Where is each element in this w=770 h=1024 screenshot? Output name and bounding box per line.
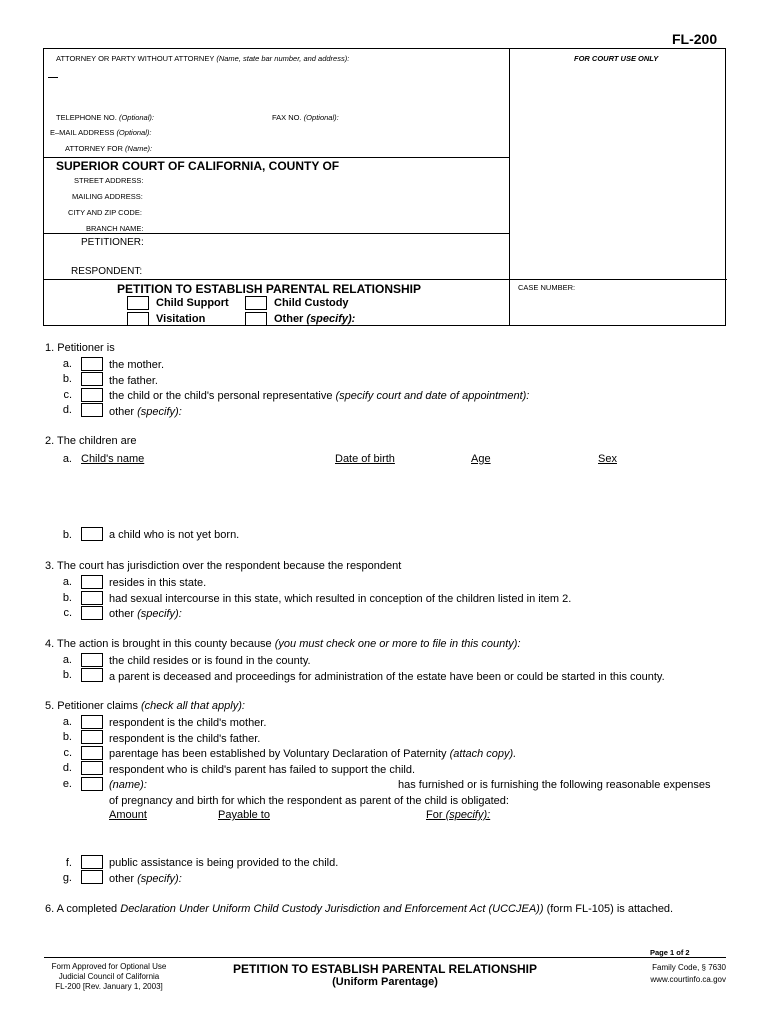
item4a-checkbox[interactable]	[81, 653, 103, 667]
form-number: FL-200	[672, 31, 718, 47]
item5a-checkbox[interactable]	[81, 715, 103, 729]
divider-court	[44, 157, 509, 158]
item5a-text: respondent is the child's mother.	[109, 717, 267, 729]
item5-letter-e: e.	[62, 778, 72, 790]
item5-letter-b: b.	[62, 731, 72, 743]
col-amount: Amount	[109, 809, 147, 821]
col-date-of-birth: Date of birth	[335, 453, 395, 465]
footer-right	[600, 962, 726, 986]
item3-letter-c: c.	[63, 607, 72, 619]
footer-url[interactable]: www.courtinfo.ca.gov	[650, 975, 726, 984]
petitioner-label: PETITIONER:	[81, 237, 144, 248]
item5-letter-a: a.	[62, 716, 72, 728]
item5f-text: public assistance is being provided to the child.	[109, 857, 339, 869]
item2b-checkbox[interactable]	[81, 527, 103, 541]
item5e-text: has furnished or is furnishing the following reasonable expenses	[398, 779, 711, 791]
other-label: Other (specify):	[274, 313, 356, 325]
item4a-text: the child resides or is found in the county.	[109, 655, 311, 667]
divider-parties	[44, 233, 509, 234]
item1d-text: other (specify):	[109, 406, 182, 418]
item3a-checkbox[interactable]	[81, 575, 103, 589]
item5-letter-g: g.	[62, 872, 72, 884]
mailing-address-label: MAILING ADDRESS:	[72, 192, 143, 201]
item3-heading: 3. The court has jurisdiction over the respondent because the respondent	[45, 560, 402, 572]
item5-letter-d: d.	[62, 762, 72, 774]
item5g-checkbox[interactable]	[81, 870, 103, 884]
item4-letter-b: b.	[62, 669, 72, 681]
item5e-name-label: (name):	[109, 779, 147, 791]
footer-council: Judicial Council of California	[58, 972, 160, 981]
item5b-text: respondent is the child's father.	[109, 733, 261, 745]
item4-heading: 4. The action is brought in this county because (you must check one or more to file in this county):	[45, 638, 521, 650]
item3b-checkbox[interactable]	[81, 591, 103, 605]
caption-divider	[509, 49, 510, 325]
fax-label: FAX NO. (Optional):	[272, 113, 339, 122]
item2-letter-a: a.	[62, 453, 72, 465]
item1b-checkbox[interactable]	[81, 372, 103, 386]
caption-box	[43, 48, 726, 326]
child-support-label: Child Support	[156, 297, 229, 309]
item1d-checkbox[interactable]	[81, 403, 103, 417]
item2-letter-b: b.	[62, 529, 72, 541]
footer-left	[44, 962, 174, 992]
item5-heading: 5. Petitioner claims (check all that apply):	[45, 700, 245, 712]
item5c-text: parentage has been established by Voluntary Declaration of Paternity (attach copy).	[109, 748, 517, 760]
item1c-text: the child or the child's personal representative (specify court and date of appointment):	[109, 390, 530, 402]
item5b-checkbox[interactable]	[81, 730, 103, 744]
divider-title	[44, 279, 727, 280]
item5d-checkbox[interactable]	[81, 761, 103, 775]
item1c-checkbox[interactable]	[81, 388, 103, 402]
item3-letter-b: b.	[62, 592, 72, 604]
item5e-text2: of pregnancy and birth for which the respondent as parent of the child is obligated:	[109, 795, 509, 807]
page-number: Page 1 of 2	[650, 948, 690, 957]
item1-letter-b: b.	[62, 373, 72, 385]
item1a-checkbox[interactable]	[81, 357, 103, 371]
col-for: For (specify):	[426, 809, 491, 821]
col-age: Age	[471, 453, 491, 465]
visitation-label: Visitation	[156, 313, 206, 325]
email-label: E–MAIL ADDRESS (Optional):	[50, 128, 152, 137]
item6-text: 6. A completed Declaration Under Uniform Child Custody Jurisdiction and Enforcement Act (UCCJEA)) (form FL-105) is attached.	[45, 903, 674, 915]
item1a-text: the mother.	[109, 359, 165, 371]
item5g-text: other (specify):	[109, 873, 182, 885]
street-address-label: STREET ADDRESS:	[74, 176, 144, 185]
footer-approval: Form Approved for Optional Use	[51, 962, 167, 971]
attorney-entry-mark	[48, 77, 58, 78]
child-custody-checkbox[interactable]	[245, 296, 267, 310]
item2-heading: 2. The children are	[45, 435, 137, 447]
item1b-text: the father.	[109, 375, 158, 387]
item4b-checkbox[interactable]	[81, 668, 103, 682]
item3c-checkbox[interactable]	[81, 606, 103, 620]
item5d-text: respondent who is child's parent has failed to support the child.	[109, 764, 416, 776]
attorney-for-label: ATTORNEY FOR (Name):	[65, 144, 153, 153]
item3a-text: resides in this state.	[109, 577, 207, 589]
item5e-checkbox[interactable]	[81, 777, 103, 791]
footer-code: Family Code, § 7630	[652, 963, 726, 972]
item4-letter-a: a.	[62, 654, 72, 666]
footer-subtitle: (Uniform Parentage)	[332, 976, 438, 988]
item3b-text: had sexual intercourse in this state, which resulted in conception of the children listed in item 2.	[109, 593, 572, 605]
attorney-label: ATTORNEY OR PARTY WITHOUT ATTORNEY (Name, state bar number, and address):	[56, 54, 350, 63]
telephone-label: TELEPHONE NO. (Optional):	[56, 113, 154, 122]
item1-letter-c: c.	[63, 389, 72, 401]
item5-letter-f: f.	[65, 857, 72, 869]
court-use-label: FOR COURT USE ONLY	[574, 54, 659, 63]
child-custody-label: Child Custody	[274, 297, 349, 309]
item5-letter-c: c.	[63, 747, 72, 759]
case-number-label: CASE NUMBER:	[518, 283, 576, 292]
other-checkbox[interactable]	[245, 312, 267, 326]
item1-letter-a: a.	[62, 358, 72, 370]
child-support-checkbox[interactable]	[127, 296, 149, 310]
footer-form-rev: FL-200 [Rev. January 1, 2003]	[55, 982, 163, 991]
item5c-checkbox[interactable]	[81, 746, 103, 760]
col-sex: Sex	[598, 453, 617, 465]
item3-letter-a: a.	[62, 576, 72, 588]
item1-letter-d: d.	[62, 404, 72, 416]
item5f-checkbox[interactable]	[81, 855, 103, 869]
col-childs-name: Child's name	[81, 453, 145, 465]
city-zip-label: CITY AND ZIP CODE:	[68, 208, 142, 217]
item4b-text: a parent is deceased and proceedings for administration of the estate have been or could be started in this county.	[109, 671, 665, 683]
court-title: SUPERIOR COURT OF CALIFORNIA, COUNTY OF	[56, 159, 340, 173]
branch-name-label: BRANCH NAME:	[86, 224, 144, 233]
item2b-text: a child who is not yet born.	[109, 529, 240, 541]
petition-title: PETITION TO ESTABLISH PARENTAL RELATIONSHIP	[117, 282, 422, 296]
visitation-checkbox[interactable]	[127, 312, 149, 326]
item1-heading: 1. Petitioner is	[45, 342, 115, 354]
col-payable-to: Payable to	[218, 809, 270, 821]
respondent-label: RESPONDENT:	[71, 266, 143, 277]
footer-rule	[44, 957, 726, 958]
footer-title: PETITION TO ESTABLISH PARENTAL RELATIONSHIP	[232, 962, 537, 976]
item3c-text: other (specify):	[109, 608, 182, 620]
